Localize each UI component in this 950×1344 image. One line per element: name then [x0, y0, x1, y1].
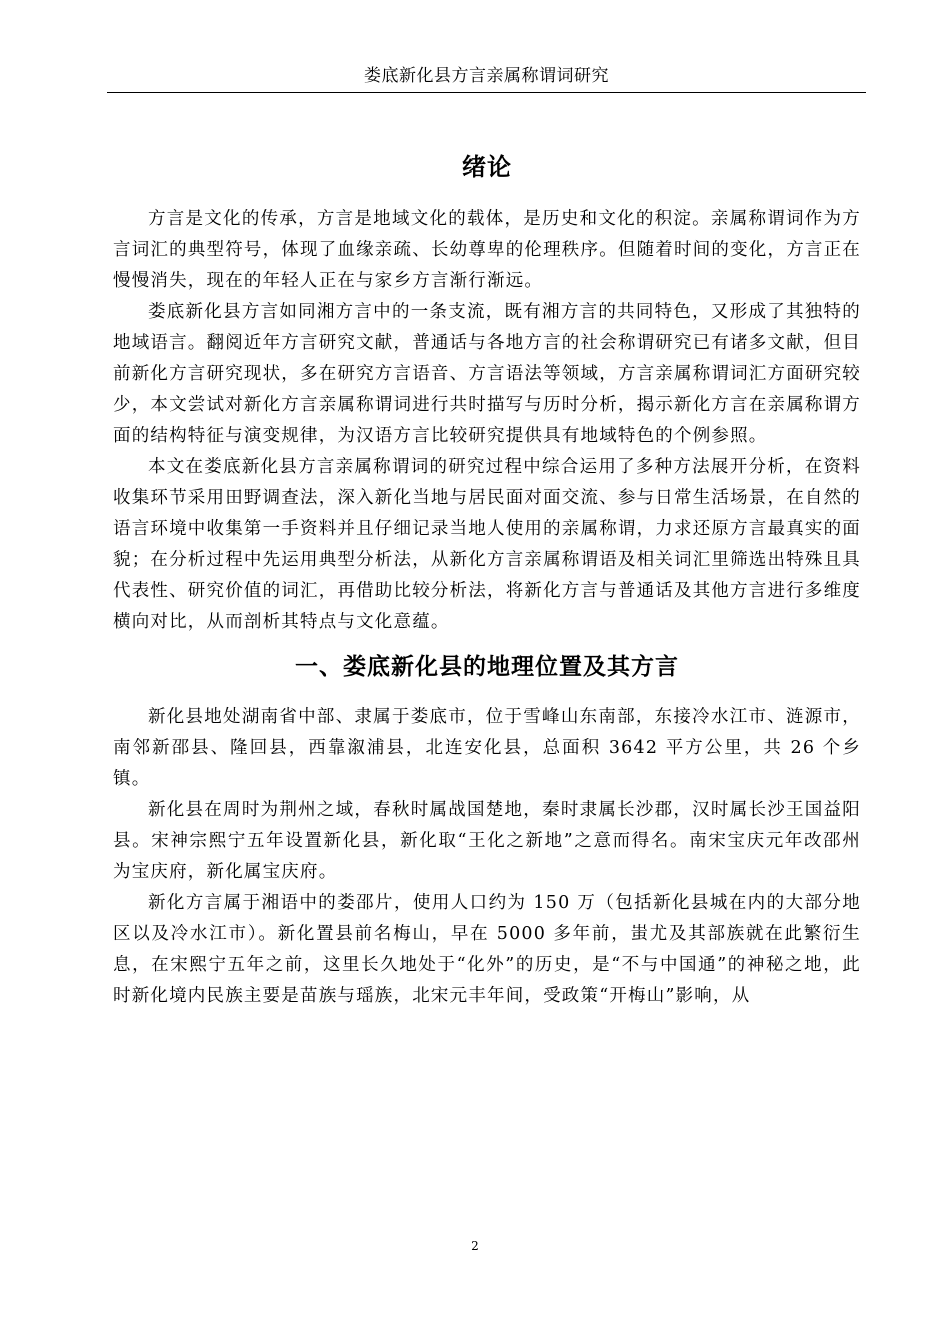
page-number: 2: [471, 1239, 479, 1253]
chapter-1-paragraph-1: 新化县地处湖南省中部、隶属于娄底市，位于雪峰山东南部，东接冷水江市、涟源市，南邻新邵县、隆回县，西靠溆浦县，北连安化县，总面积 3642 平方公里，共 26 个乡镇。: [113, 707, 861, 789]
chapter-1-paragraph-3: 新化方言属于湘语中的娄邵片，使用人口约为 150 万（包括新化县城在内的大部分地区以及冷水江市）。新化置县前名梅山，早在 5000 多年前，蚩尤及其部族就在此繁衍生息，在宋熙宁五年之前，这里长久地处于“化外”的历史，是“不与中国通”的神秘之地，此时新化境内民族主要是苗族与瑶族，北宋元丰年间，受政策“开梅山”影响，从: [113, 893, 861, 1006]
chapter-1-title: 一、娄底新化县的地理位置及其方言: [295, 654, 679, 680]
page-body: [113, 140, 861, 1012]
header-rule: [107, 92, 866, 93]
introduction-title: 绪论: [462, 153, 512, 181]
intro-paragraph-1: 方言是文化的传承，方言是地域文化的载体，是历史和文化的积淀。亲属称谓词作为方言词汇的典型符号，体现了血缘亲疏、长幼尊卑的伦理秩序。但随着时间的变化，方言正在慢慢消失，现在的年轻人正在与家乡方言渐行渐远。: [113, 209, 861, 291]
running-header: 娄底新化县方言亲属称谓词研究: [364, 66, 609, 86]
chapter-1-paragraph-2: 新化县在周时为荆州之域，春秋时属战国楚地，秦时隶属长沙郡，汉时属长沙王国益阳县。宋神宗熙宁五年设置新化县，新化取“王化之新地”之意而得名。南宋宝庆元年改邵州为宝庆府，新化属宝庆府。: [113, 800, 861, 882]
intro-paragraph-2: 娄底新化县方言如同湘方言中的一条支流，既有湘方言的共同特色，又形成了其独特的地域语言。翻阅近年方言研究文献，普通话与各地方言的社会称谓研究已有诸多文献，但目前新化方言研究现状，多在研究方言语音、方言语法等领域，方言亲属称谓词汇方面研究较少，本文尝试对新化方言亲属称谓词进行共时描写与历时分析，揭示新化方言在亲属称谓方面的结构特征与演变规律，为汉语方言比较研究提供具有地域特色的个例参照。: [113, 302, 861, 446]
intro-paragraph-3: 本文在娄底新化县方言亲属称谓词的研究过程中综合运用了多种方法展开分析，在资料收集环节采用田野调查法，深入新化当地与居民面对面交流、参与日常生活场景，在自然的语言环境中收集第一手资料并且仔细记录当地人使用的亲属称谓，力求还原方言最真实的面貌；在分析过程中先运用典型分析法，从新化方言亲属称谓语及相关词汇里筛选出特殊且具代表性、研究价值的词汇，再借助比较分析法，将新化方言与普通话及其他方言进行多维度横向对比，从而剖析其特点与文化意蕴。: [113, 457, 861, 632]
